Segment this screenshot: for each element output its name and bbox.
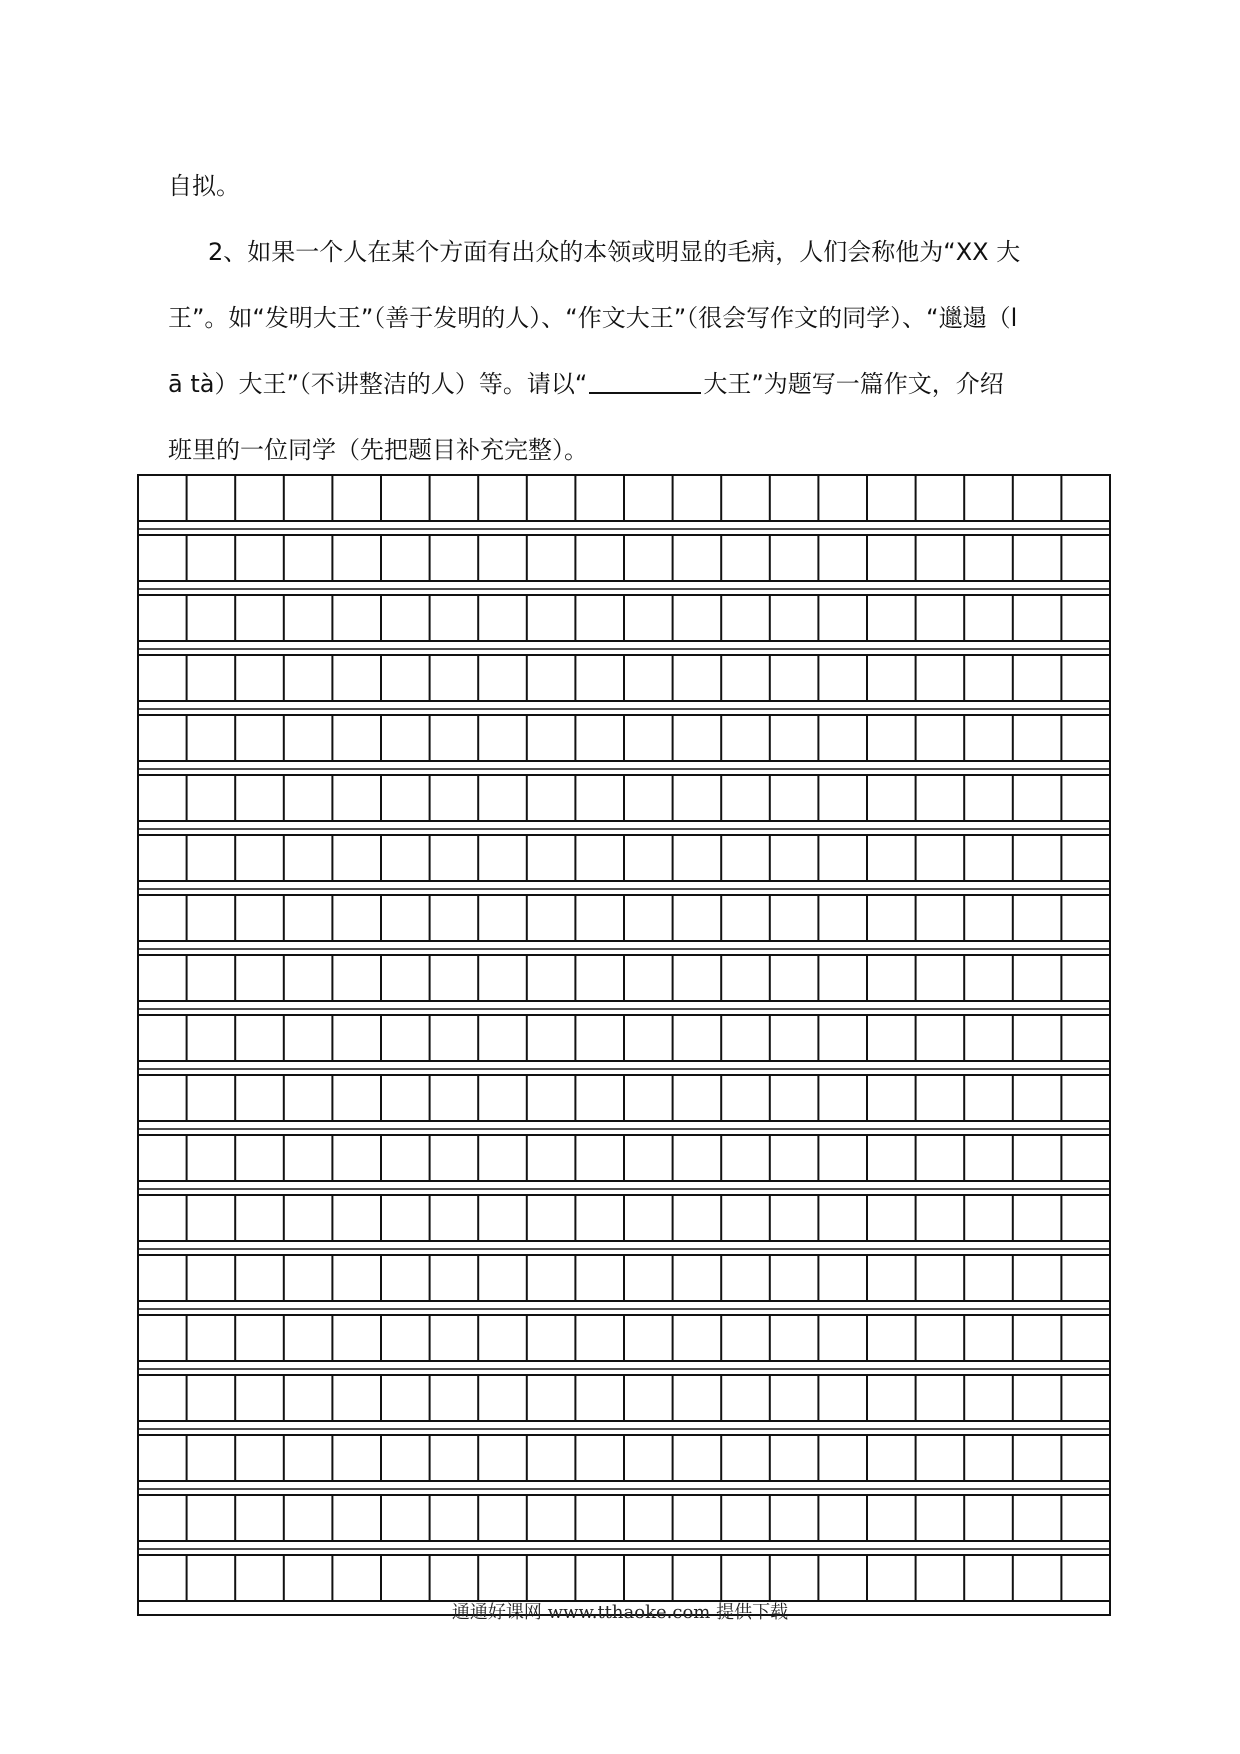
grid-row	[138, 1375, 1110, 1435]
grid-row	[138, 1195, 1110, 1255]
question-line-4: 班里的一位同学（先把题目补充完整）。	[168, 436, 588, 464]
grid-row	[138, 1315, 1110, 1375]
previous-question-tail: 自拟。	[168, 172, 240, 200]
grid-row	[138, 715, 1110, 775]
grid-row	[138, 955, 1110, 1015]
grid-row	[138, 1255, 1110, 1315]
question-line-2: 王”。如“发明大王”（善于发明的人）、“作文大王”（很会写作文的同学）、“邋遢（l	[168, 304, 1018, 332]
grid-row	[138, 655, 1110, 715]
grid-row	[138, 1075, 1110, 1135]
footer	[0, 1598, 1240, 1624]
grid-row	[138, 1495, 1110, 1555]
grid-row	[138, 1135, 1110, 1195]
grid-row	[138, 595, 1110, 655]
footer-text: 通通好课网 www.tthaoke.com 提供下载	[451, 1602, 789, 1623]
grid-row	[138, 535, 1110, 595]
grid-row	[138, 1555, 1110, 1601]
question-line-1: 2、如果一个人在某个方面有出众的本领或明显的毛病，人们会称他为“XX 大	[208, 238, 1021, 266]
grid-row	[138, 1015, 1110, 1075]
question-line-3: ā tà）大王”（不讲整洁的人）等。请以“ 大王”为题写一篇作文，介绍	[168, 370, 1004, 398]
grid-row	[138, 775, 1110, 835]
grid-row	[138, 835, 1110, 895]
grid-row	[138, 895, 1110, 955]
grid-row	[138, 1435, 1110, 1495]
grid-row	[138, 475, 1110, 535]
